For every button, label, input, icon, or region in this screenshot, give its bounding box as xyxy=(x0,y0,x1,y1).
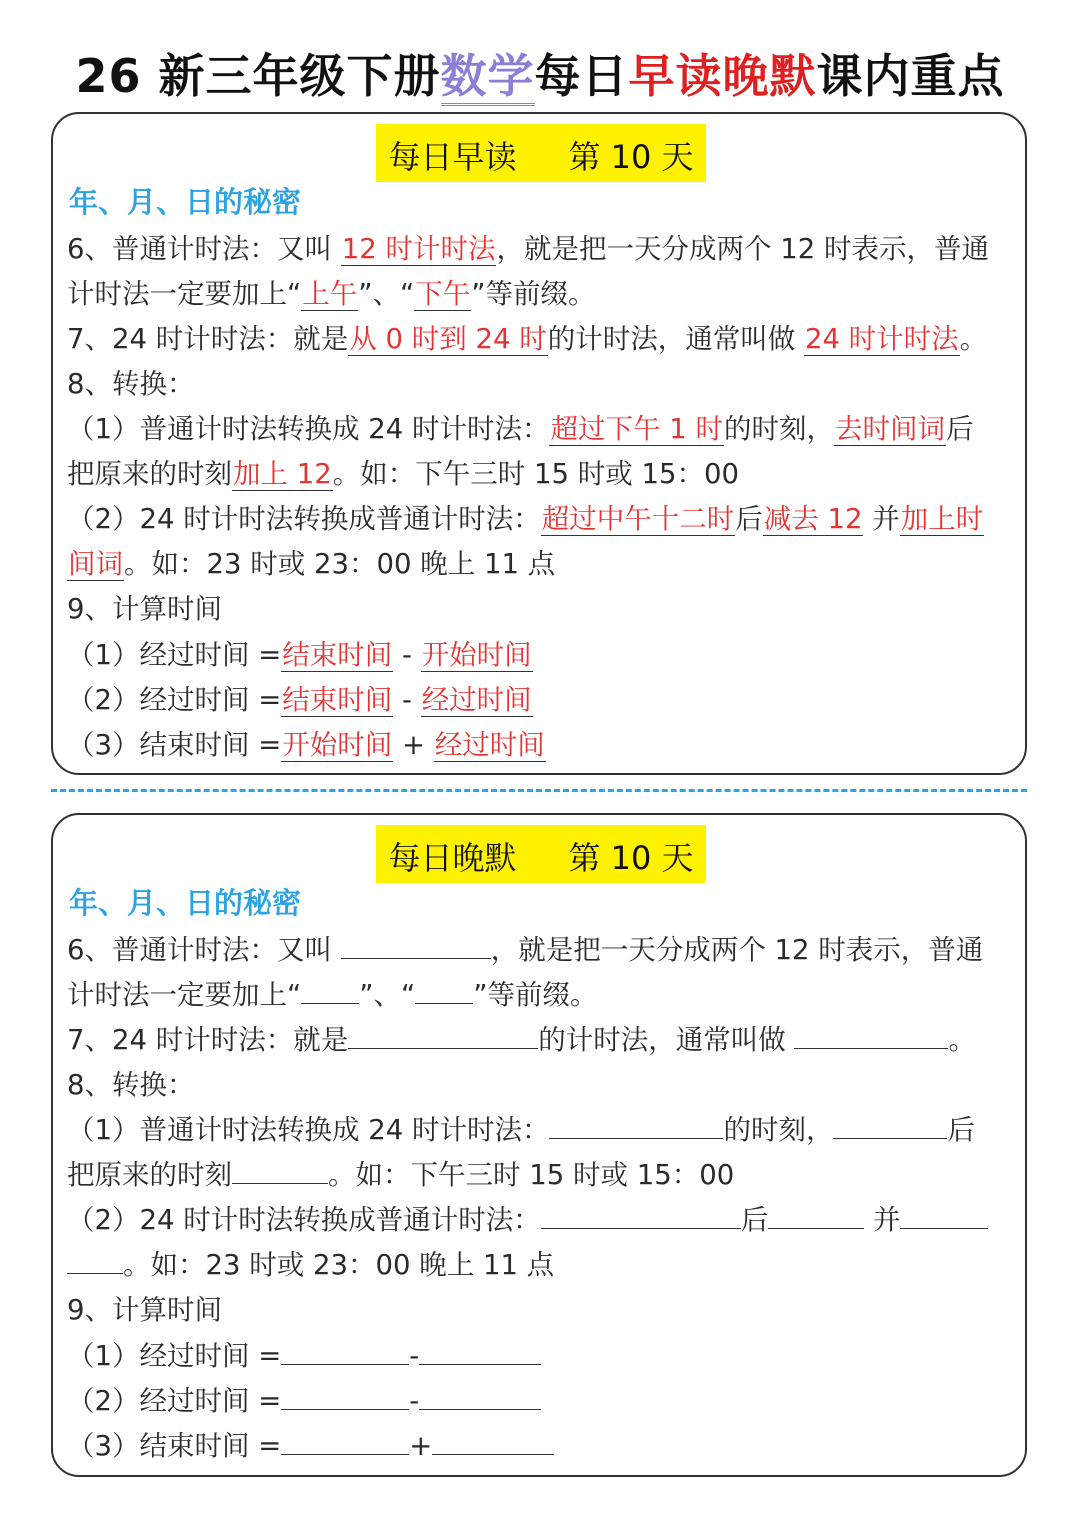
answer: 12 时计时法 xyxy=(341,233,496,265)
fill-blank[interactable] xyxy=(341,934,491,959)
answer: 减去 12 xyxy=(763,503,863,535)
text-line: （1）经过时间 = - xyxy=(67,1333,541,1373)
fill-blank[interactable] xyxy=(281,1430,409,1455)
fill-blank[interactable] xyxy=(549,1114,723,1139)
text-line: （2）经过时间 = - xyxy=(67,1378,541,1418)
text-line: （3）结束时间 = + xyxy=(67,1423,554,1463)
fill-blank[interactable] xyxy=(415,979,473,1004)
evening-recall-card xyxy=(51,813,1027,1477)
text-line: （1）经过时间 =结束时间 - 开始时间 xyxy=(67,639,532,671)
title-reading: 早读晚默 xyxy=(628,49,817,103)
header-day: 第 10 天 xyxy=(562,829,699,881)
answer: 加上 12 xyxy=(233,458,332,490)
answer: 结束时间 xyxy=(282,639,393,671)
text-line: 8、转换： xyxy=(67,1069,195,1101)
fill-blank[interactable] xyxy=(348,1024,538,1049)
text-line: 把原来的时刻加上 12。如：下午三时 15 时或 15：00 xyxy=(67,458,739,490)
fill-blank[interactable] xyxy=(794,1024,948,1049)
answer: 间词 xyxy=(68,548,123,580)
text-line: （3）结束时间 =开始时间 + 经过时间 xyxy=(67,729,545,761)
fill-blank[interactable] xyxy=(541,1204,741,1229)
text-line: 把原来的时刻 。如：下午三时 15 时或 15：00 xyxy=(67,1159,735,1191)
title-grade: 26 新三年级下册 xyxy=(75,49,441,103)
text-line: （2）24 时计时法转换成普通计时法： 后 并 xyxy=(67,1197,988,1237)
text-line: （1）普通计时法转换成 24 时计时法：超过下午 1 时的时刻，去时间词后 xyxy=(67,413,974,445)
answer: 加上时 xyxy=(900,503,984,535)
section-title: 年、月、日的秘密 xyxy=(69,886,302,920)
fill-blank[interactable] xyxy=(833,1114,947,1139)
header-label: 每日晚默 xyxy=(382,829,522,881)
text-line: 9、计算时间 xyxy=(67,593,222,625)
text-line: 7、24 时计时法：就是 的计时法，通常叫做 。 xyxy=(67,1024,976,1056)
answer: 上午 xyxy=(302,278,358,310)
text-line: 间词。如：23 时或 23：00 晚上 11 点 xyxy=(68,548,556,580)
title-key-points: 课内重点 xyxy=(816,49,1005,103)
page-title xyxy=(0,40,1080,106)
answer: 经过时间 xyxy=(434,729,545,761)
text-line: 9、计算时间 xyxy=(67,1294,222,1326)
dashed-divider xyxy=(51,789,1027,792)
answer: 去时间词 xyxy=(834,413,945,445)
text-line: 8、转换： xyxy=(67,368,195,400)
fill-blank[interactable] xyxy=(432,1430,554,1455)
text-line: 计时法一定要加上“上午”、“下午”等前缀。 xyxy=(67,278,596,310)
text-line: 7、24 时计时法：就是从 0 时到 24 时的计时法，通常叫做 24 时计时法。 xyxy=(67,323,988,355)
fill-blank[interactable] xyxy=(281,1385,409,1410)
answer: 24 时计时法 xyxy=(804,323,959,355)
answer: 从 0 时到 24 时 xyxy=(349,323,547,355)
answer: 结束时间 xyxy=(282,684,393,716)
answer: 超过下午 1 时 xyxy=(550,413,723,445)
title-daily: 每日 xyxy=(534,49,629,103)
answer: 经过时间 xyxy=(421,684,532,716)
fill-blank[interactable] xyxy=(301,979,359,1004)
answer: 下午 xyxy=(415,278,471,310)
fill-blank[interactable] xyxy=(419,1340,541,1365)
text-line: （2）经过时间 =结束时间 - 经过时间 xyxy=(67,684,532,716)
fill-blank[interactable] xyxy=(67,1249,123,1274)
card-header xyxy=(53,825,1029,883)
answer: 开始时间 xyxy=(282,729,393,761)
fill-blank[interactable] xyxy=(232,1159,328,1184)
fill-blank[interactable] xyxy=(419,1385,541,1410)
header-label: 每日早读 xyxy=(382,128,522,180)
header-day: 第 10 天 xyxy=(562,128,699,180)
text-line: （2）24 时计时法转换成普通计时法：超过中午十二时后减去 12 并加上时 xyxy=(67,503,984,535)
text-line: 6、普通计时法：又叫 12 时计时法，就是把一天分成两个 12 时表示，普通 xyxy=(67,233,989,265)
text-line: 6、普通计时法：又叫 ，就是把一天分成两个 12 时表示，普通 xyxy=(67,934,984,966)
fill-blank[interactable] xyxy=(768,1204,864,1229)
text-line: 计时法一定要加上“ ”、“ ”等前缀。 xyxy=(67,979,598,1011)
card-header xyxy=(53,124,1029,182)
text-line: （1）普通计时法转换成 24 时计时法： 的时刻， 后 xyxy=(67,1114,975,1146)
text-line: 。如：23 时或 23：00 晚上 11 点 xyxy=(67,1242,554,1282)
answer: 超过中午十二时 xyxy=(541,503,735,535)
fill-blank[interactable] xyxy=(900,1204,988,1229)
fill-blank[interactable] xyxy=(281,1340,409,1365)
answer: 开始时间 xyxy=(421,639,532,671)
title-subject: 数学 xyxy=(441,49,535,106)
morning-reading-card xyxy=(51,112,1027,775)
section-title: 年、月、日的秘密 xyxy=(69,185,302,219)
